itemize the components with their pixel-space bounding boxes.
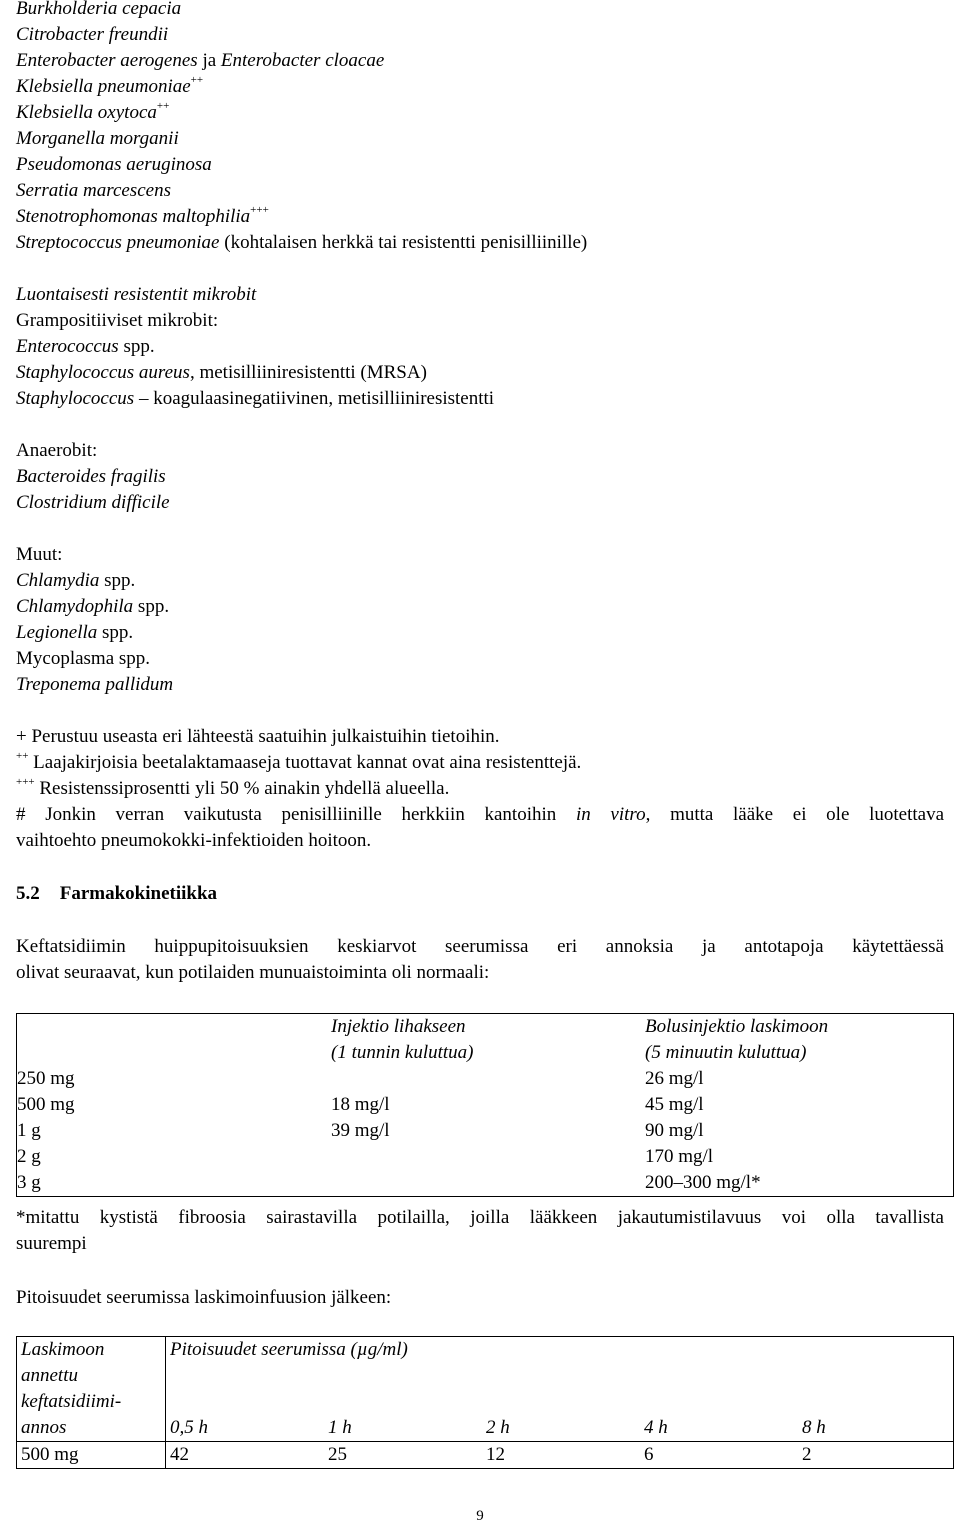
table-cell: 500 mg — [17, 1442, 166, 1469]
table-cell: 500 mg — [17, 1094, 75, 1115]
table-header-im-sub: (1 tunnin kuluttua) — [331, 1042, 474, 1063]
organism-line: Morganella morganii — [16, 128, 179, 149]
time-header: 4 h — [640, 1415, 798, 1442]
table-cell — [331, 1066, 645, 1092]
organism-line: Enterobacter aerogenes ja Enterobacter cloacae — [16, 50, 385, 71]
anaerobes-label: Anaerobit: — [16, 440, 98, 461]
time-header: 8 h — [798, 1415, 954, 1442]
section-paragraph: Keftatsidiimin huippupitoisuuksien keskiarvot seerumissa eri annoksia ja antotapoja käytettäessä — [16, 936, 944, 957]
table-cell: 39 mg/l — [331, 1120, 390, 1141]
organism-line: Klebsiella pneumoniae++ — [16, 74, 204, 97]
other-item: Legionella spp. — [16, 622, 134, 643]
table-cell — [331, 1170, 645, 1197]
other-item: Chlamydophila spp. — [16, 596, 170, 617]
table-cell: 1 g — [17, 1120, 41, 1141]
anaerobe-item: Bacteroides fragilis — [16, 466, 166, 487]
infusion-heading: Pitoisuudet seerumissa laskimoinfuusion jälkeen: — [16, 1287, 392, 1308]
table-cell: 18 mg/l — [331, 1094, 390, 1115]
table-note: *mitattu kystistä fibroosia sairastavilla potilailla, joilla lääkkeen jakautumistilavuus voi olla tavallista — [16, 1207, 944, 1228]
footnote-hash-line2: vaihtoehto pneumokokki-infektioiden hoitoon. — [16, 830, 372, 851]
table-cell: 2 — [798, 1442, 954, 1469]
table-cell: 250 mg — [17, 1068, 75, 1089]
organism-line: Pseudomonas aeruginosa — [16, 154, 212, 175]
anaerobe-item: Clostridium difficile — [16, 492, 170, 513]
organism-line: Streptococcus pneumoniae (kohtalaisen herkkä tai resistentti penisilliinille) — [16, 232, 588, 253]
table-header-row — [17, 1014, 954, 1067]
table-header-row — [17, 1337, 954, 1416]
table-cell: 6 — [640, 1442, 798, 1469]
organism-line: Serratia marcescens — [16, 180, 171, 201]
table-row — [17, 1092, 954, 1118]
other-item: Chlamydia spp. — [16, 570, 136, 591]
table-row — [17, 1442, 954, 1469]
table-cell: 25 — [324, 1442, 482, 1469]
table-header-group: Pitoisuudet seerumissa (µg/ml) — [166, 1337, 954, 1416]
organism-line: Citrobacter freundii — [16, 24, 169, 45]
organism-line: Burkholderia cepacia — [16, 0, 182, 19]
table-row — [17, 1144, 954, 1170]
table-cell: 42 — [166, 1442, 325, 1469]
table-row — [17, 1118, 954, 1144]
table-cell: 45 mg/l — [645, 1094, 704, 1115]
table-cell: 3 g — [17, 1172, 41, 1193]
time-header: 2 h — [482, 1415, 640, 1442]
resistant-organism: Staphylococcus – koagulaasinegatiivinen, metisilliiniresistentti — [16, 388, 495, 409]
footnote-plus2: ++ Laajakirjoisia beetalaktamaaseja tuottavat kannat ovat aina resistenttejä. — [16, 750, 582, 773]
footnote-hash: # Jonkin verran vaikutusta penisilliinille herkkiin kantoihin in vitro, mutta lääke ei ole luotettava — [16, 804, 944, 825]
table-cell: 26 mg/l — [645, 1068, 704, 1089]
organism-line: Stenotrophomonas maltophilia+++ — [16, 204, 269, 227]
peak-concentration-table — [16, 1013, 954, 1197]
infusion-table — [16, 1336, 954, 1469]
table-row — [17, 1170, 954, 1197]
table-header-im: Injektio lihakseen — [331, 1016, 466, 1037]
table-cell: 12 — [482, 1442, 640, 1469]
other-item: Treponema pallidum — [16, 674, 174, 695]
other-label: Muut: — [16, 544, 63, 565]
table-header-iv: Bolusinjektio laskimoon — [645, 1016, 829, 1037]
footnote-plus: + Perustuu useasta eri lähteestä saatuihin julkaistuihin tietoihin. — [16, 726, 500, 747]
table-row — [17, 1066, 954, 1092]
footnote-plus3: +++ Resistenssiprosentti yli 50 % ainakin yhdellä alueella. — [16, 776, 450, 799]
organism-line: Klebsiella oxytoca++ — [16, 100, 170, 123]
table-cell: 2 g — [17, 1146, 41, 1167]
section-heading: 5.2 Farmakokinetiikka — [16, 883, 218, 904]
table-cell: 200–300 mg/l* — [645, 1172, 761, 1193]
table-cell: 90 mg/l — [645, 1120, 704, 1141]
gram-positive-label: Grampositiiviset mikrobit: — [16, 310, 219, 331]
table-cell — [331, 1144, 645, 1170]
table-note-line2: suurempi — [16, 1233, 87, 1254]
time-header: 1 h — [324, 1415, 482, 1442]
table-header-dose: Laskimoon annettu keftatsidiimi- annos — [17, 1337, 166, 1442]
page-number: 9 — [476, 1508, 484, 1524]
resistant-heading: Luontaisesti resistentit mikrobit — [16, 284, 257, 305]
time-header: 0,5 h — [166, 1415, 325, 1442]
table-header-iv-sub: (5 minuutin kuluttua) — [645, 1042, 807, 1063]
table-cell: 170 mg/l — [645, 1146, 714, 1167]
resistant-organism: Enterococcus spp. — [16, 336, 155, 357]
other-item: Mycoplasma spp. — [16, 648, 151, 669]
resistant-organism: Staphylococcus aureus, metisilliiniresistentti (MRSA) — [16, 362, 427, 383]
section-paragraph-line2: olivat seuraavat, kun potilaiden munuaistoiminta oli normaali: — [16, 962, 490, 983]
